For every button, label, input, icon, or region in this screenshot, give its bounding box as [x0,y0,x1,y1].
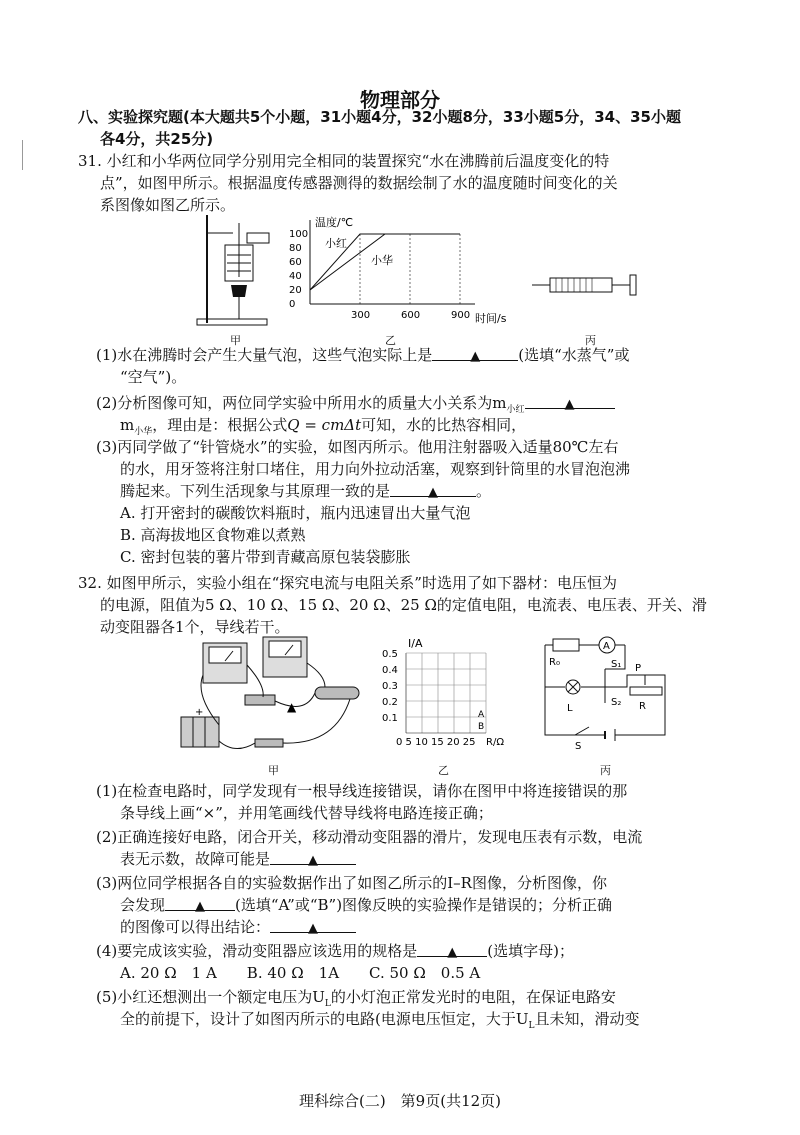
apparatus-figure [195,215,275,330]
q31-p2-line2: $m_{小华}$，理由是：根据公式Q = cmΔt可知，水的比热容相同， [120,416,527,437]
q31-stem-2: 点”，如图甲所示。根据温度传感器测得的数据绘制了水的温度随时间变化的关 [100,174,618,192]
chart31-series-label-red: 小红 [325,237,347,250]
margin-line [22,140,23,170]
q31-p2-line1: (2)分析图像可知，两位同学实验中所用水的质量大小关系为$m_{小红}$ ▲ [96,392,615,421]
answer-triangle: ▲ [308,853,319,868]
q32-p2-line2 [120,848,356,870]
q31-p2-reason-end: 可知，水的比热容相同， [361,416,527,434]
section-heading-2: 各4分，共25分) [100,130,214,148]
fig32-jia-triangle: ▲ [287,700,297,714]
q31-p2-sub1: 小红 [506,405,525,415]
q32-p3-line2 [120,894,612,916]
answer-triangle: ▲ [428,485,439,500]
p-label: P [635,663,642,674]
syringe-figure [530,270,640,300]
q32-p2-line1: (2)正确连接好电路，闭合开关，移动滑动变阻器的滑片，发现电压表有示数，电流 [96,828,643,846]
page-footer: 理科综合(二) 第9页(共12页) [298,1092,502,1110]
chart31-xtick-label: 300 [351,310,371,321]
q32-stem-1: 32. 如图甲所示，实验小组在“探究电流与电阻关系”时选用了如下器材：电压恒为 [78,574,617,592]
chart31-ytick-label: 0 [289,299,296,310]
q31-p2-text: (2)分析图像可知，两位同学实验中所用水的质量大小关系为 [96,394,493,412]
q32-p4-hint: (选填字母)； [487,942,574,960]
fig32-bing-caption: 丙 [600,764,611,777]
chart32-ylabel: I/A [408,637,423,650]
q31-p1-text: (1)水在沸腾时会产生大量气泡，这些气泡实际上是 [96,346,433,364]
fig32-jia-caption: 甲 [268,764,279,777]
q32-p5-text2: 全的前提下，设计了如图丙所示的电路(电源电压恒定，大于U [120,1010,529,1028]
section-heading-1: 八、实验探究题(本大题共5个小题，31小题4分，32小题8分，33小题5分，34、35小题 [78,108,681,126]
q31-p2-sub2: 小华 [134,427,153,437]
q32-p5-text-post: 的小灯泡正常发光时的电阻，在保证电路安 [330,988,616,1006]
q32-p4-text: (4)要完成该实验，滑动变阻器应该选用的规格是 [96,942,418,960]
chart31-ytick-label: 60 [289,257,302,268]
r0-label: R₀ [549,657,560,668]
q32-p4-line1 [96,940,574,962]
chart31-ytick-label: 100 [289,229,309,240]
chart31-ytick-label: 20 [289,285,302,296]
q32-p3-answer-blank[interactable] [165,894,235,914]
fig31-bing-caption: 丙 [585,334,596,347]
chart32-label-a: A [478,710,485,720]
q31-p3-line3: 腾起来。下列生活现象与其原理一致的是 ▲ 。 [120,482,492,500]
q32-p5-text: (5)小红还想测出一个额定电压为U [96,988,325,1006]
chart32-ytick-label: 0.2 [382,697,398,708]
chart32-ytick-label: 0.4 [382,665,398,676]
s1-label: S₁ [611,659,622,670]
q32-p5-sub: L [324,999,331,1009]
answer-triangle: ▲ [470,349,481,364]
chart32-ytick-label: 0.3 [382,681,398,692]
r-label: R [639,701,646,712]
physical-circuit-figure [175,635,365,760]
q32-p3-conclusion-blank[interactable] [270,916,356,936]
q32-p5-text2-post: 且未知，滑动变 [534,1010,640,1028]
s2-label: S₂ [611,697,622,708]
fig31-yi-caption: 乙 [385,334,396,347]
q31-stem-1: 31. 小红和小华两位同学分别用完全相同的装置探究“水在沸腾前后温度变化的特 [78,152,610,170]
s-label: S [575,741,582,750]
q32-p5-line2 [120,1008,640,1037]
q31-p1-hint: (选填“水蒸气”或 [518,346,630,364]
q32-p3-post: (选填“A”或“B”)图像反映的实验操作是错误的；分析正确 [235,896,613,914]
q32-p2-answer-blank[interactable] [270,848,356,868]
q32-p4-answer-blank[interactable] [417,940,487,960]
q32-p1-line1: (1)在检查电路时，同学发现有一根导线连接错误，请你在图甲中将连接错误的那 [96,782,628,800]
q31-stem-3: 系图像如图乙所示。 [100,196,236,214]
chart31-xtick-label: 900 [451,310,471,321]
page-title: 物理部分 [360,88,440,112]
q31-option-b: B. 高海拔地区食物难以煮熟 [120,526,306,544]
q32-p3-line1: (3)两位同学根据各自的实验数据作出了如图乙所示的I–R图像，分析图像，你 [96,874,607,892]
chart32-label-b: B [478,722,485,732]
chart32-ytick-label: 0.1 [382,713,398,724]
fig32-yi-caption: 乙 [438,764,449,777]
chart31-series-label-hua: 小华 [371,254,393,267]
chart32-xlabel: R/Ω [486,737,504,748]
q31-p2-formula: Q = cmΔt [287,416,362,434]
chart31-ylabel: 温度/℃ [315,216,354,229]
q32-p2-text: 表无示数，故障可能是 [120,850,271,868]
circuit-diagram [535,635,675,750]
q32-p5-sub2: L [528,1021,535,1031]
q31-p3-line1: (3)丙同学做了“针管烧水”的实验，如图丙所示。他用注射器吸入适量80℃左右 [96,438,619,456]
answer-triangle: ▲ [195,899,206,914]
q31-p1-line2: “空气”)。 [120,368,187,386]
chart31-xlabel: 时间/s [475,312,507,325]
q32-p1-line2: 条导线上画“×”，并用笔画线代替导线将电路连接正确； [120,804,493,822]
q32-p3-line3 [120,916,356,938]
temperature-chart [285,212,520,327]
chart32-xticks: 0 5 10 15 20 25 [396,737,476,748]
q31-p3-answer-blank[interactable] [390,480,476,500]
chart32-ytick-label: 0.5 [382,649,398,660]
q31-option-a: A. 打开密封的碳酸饮料瓶时，瓶内迅速冒出大量气泡 [120,504,471,522]
answer-triangle: ▲ [308,921,319,936]
ammeter-label: A [603,641,610,652]
chart31-ytick-label: 80 [289,243,302,254]
q32-stem-3: 动变阻器各1个，导线若干。 [100,618,290,636]
q31-p3-line2: 的水，用牙签将注射口堵住，用力向外拉动活塞，观察到针筒里的水冒泡泡沸 [120,460,631,478]
q31-p2-reason: 理由是：根据公式 [167,416,288,434]
chart31-xtick-label: 600 [401,310,421,321]
answer-triangle: ▲ [447,945,458,960]
q31-p1-answer-blank[interactable] [432,344,518,364]
q31-p3-text: 腾起来。下列生活现象与其原理一致的是 [120,482,391,500]
q32-stem-2: 的电源，阻值为5 Ω、10 Ω、15 Ω、20 Ω、25 Ω的定值电阻，电流表、电压表、开关、滑 [100,596,707,614]
q32-p4-options: A. 20 Ω 1 A B. 40 Ω 1A C. 50 Ω 0.5 A [120,964,481,982]
q32-p3-pre: 会发现 [120,896,166,914]
chart31-ytick-label: 40 [289,271,302,282]
fig31-jia-caption: 甲 [230,334,241,347]
q32-p3-conclusion: 的图像可以得出结论： [120,918,271,936]
l-label: L [567,703,573,714]
q31-p1-line1 [96,344,629,366]
answer-triangle: ▲ [564,397,575,412]
q31-p2-answer-blank[interactable] [525,392,615,412]
current-resistance-chart [378,635,508,750]
q31-option-c: C. 密封包装的薯片带到青藏高原包装袋膨胀 [120,548,411,566]
battery-plus-sign: + [195,707,204,718]
